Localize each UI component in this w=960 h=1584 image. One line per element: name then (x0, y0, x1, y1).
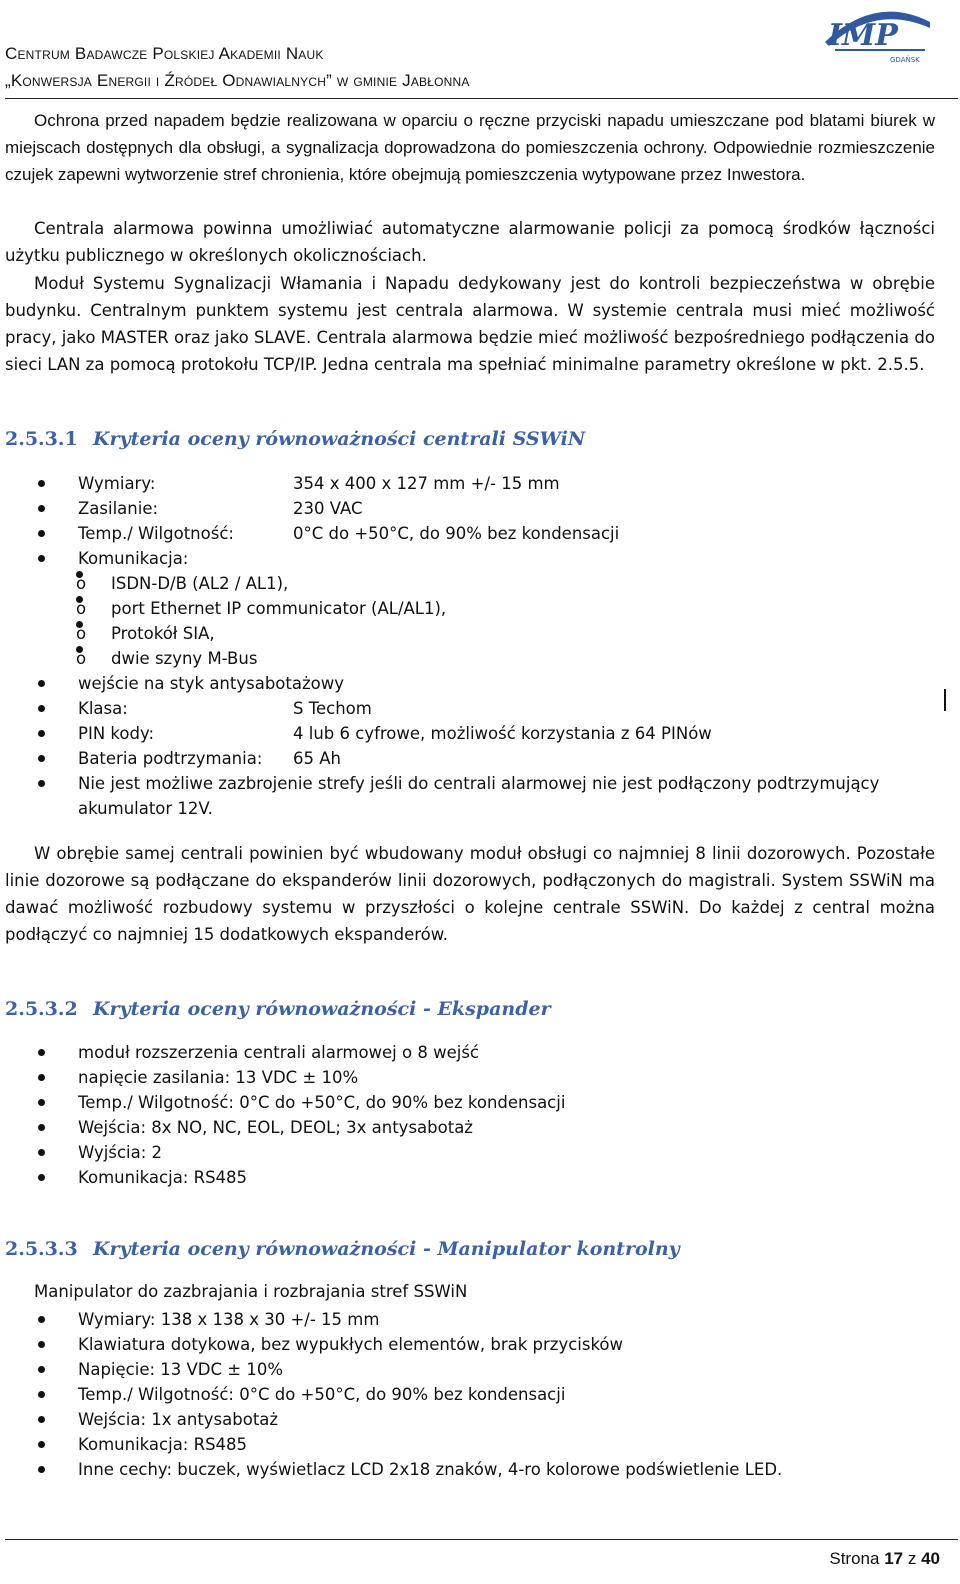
footer-divider (5, 1539, 958, 1540)
section-number: 2.5.3.1 (5, 428, 78, 450)
list-item: Wejścia: 1x antysabotaż (38, 1407, 938, 1432)
section-title: Kryteria oceny równoważności - Ekspander (93, 998, 551, 1020)
ekspander-spec-list (38, 1040, 938, 1190)
sub-list-item: o port Ethernet IP communicator (AL/AL1), (38, 596, 938, 621)
list-item: moduł rozszerzenia centrali alarmowej o 8 wejść (38, 1040, 938, 1065)
list-item: Klasa: S Techom (38, 696, 938, 721)
header-institution: Centrum Badawcze Polskiej Akademii Nauk (5, 44, 324, 63)
manipulator-spec-list (38, 1307, 938, 1482)
section-heading-centrala (5, 428, 585, 450)
list-item: Klawiatura dotykowa, bez wypukłych elementów, brak przycisków (38, 1332, 938, 1357)
section-number: 2.5.3.3 (5, 1238, 78, 1260)
text-cursor (944, 689, 946, 711)
sub-list-item: o Protokół SIA, (38, 621, 938, 646)
section-number: 2.5.3.2 (5, 998, 78, 1020)
list-item: Bateria podtrzymania: 65 Ah (38, 746, 938, 771)
list-item: Inne cechy: buczek, wyświetlacz LCD 2x18 znaków, 4-ro kolorowe podświetlenie LED. (38, 1457, 938, 1482)
paragraph-alarm-police: Centrala alarmowa powinna umożliwiać automatyczne alarmowanie policji za pomocą środków łączności użytku publicznego w określonych okolicznościach. (5, 219, 935, 265)
section-title: Kryteria oceny równoważności - Manipulator kontrolny (93, 1238, 680, 1260)
section-heading-ekspander (5, 998, 551, 1020)
header-divider (5, 98, 958, 99)
list-item: Nie jest możliwe zazbrojenie strefy jeśli do centrali alarmowej nie jest podłączony podtrzymujący akumulator 12V. (38, 771, 938, 821)
sub-list-item: o dwie szyny M-Bus (38, 646, 938, 671)
list-item: Temp./ Wilgotność: 0°C do +50°C, do 90% bez kondensacji (38, 521, 938, 546)
paragraph-detection-lines: W obrębie samej centrali powinien być wbudowany moduł obsługi co najmniej 8 linii dozorowych. Pozostałe linie dozorowe są podłączane do ekspanderów linii dozorowych, podłączonych do magistrali. System SSWiN ma dawać możliwość rozbudowy systemu w przyszłości o kolejne centrale SSWiN. Do każdej z central można podłączyć co najmniej 15 dodatkowych ekspanderów. (5, 844, 935, 944)
list-item: Napięcie: 13 VDC ± 10% (38, 1357, 938, 1382)
list-item: Temp./ Wilgotność: 0°C do +50°C, do 90% bez kondensacji (38, 1090, 938, 1115)
paragraph-intrusion-protection: Ochrona przed napadem będzie realizowana w oparciu o ręczne przyciski napadu umieszczane pod blatami biurek w miejscach dostępnych dla obsługi, a sygnalizacja doprowadzona do pomieszczenia ochrony. Odpowiednie rozmieszczenie czujek zapewni wytworzenie stref chronienia, które obejmują pomieszczenia wytypowane przez Inwestora. (5, 111, 935, 184)
list-item: PIN kody: 4 lub 6 cyfrowe, możliwość korzystania z 64 PINów (38, 721, 938, 746)
list-item: Wymiary: 354 x 400 x 127 mm +/- 15 mm (38, 471, 938, 496)
list-item: Temp./ Wilgotność: 0°C do +50°C, do 90% bez kondensacji (38, 1382, 938, 1407)
list-item: Wyjścia: 2 (38, 1140, 938, 1165)
header-project: „Konwersja Energii i Źródeł Odnawialnych” w gminie Jabłonna (5, 71, 470, 90)
komunikacja-sublist (38, 571, 938, 671)
centrala-spec-list (38, 471, 938, 821)
list-item: Wymiary: 138 x 138 x 30 +/- 15 mm (38, 1307, 938, 1332)
paragraph-sswin-module: Moduł Systemu Sygnalizacji Włamania i Napadu dedykowany jest do kontroli bezpieczeństwa w obrębie budynku. Centralnym punktem systemu jest centrala alarmowa. W systemie centrala musi mieć możliwość pracy, jako MASTER oraz jako SLAVE. Centrala alarmowa będzie mieć możliwość bezpośredniego podłączenia do sieci LAN za pomocą protokołu TCP/IP. Jedna centrala ma spełniać minimalne parametry określone w pkt. 2.5.5. (5, 274, 935, 374)
section-heading-manipulator (5, 1238, 680, 1260)
sub-list-item: o ISDN-D/B (AL2 / AL1), (38, 571, 938, 596)
svg-text:IMP: IMP (828, 18, 898, 53)
manipulator-intro: Manipulator do zazbrajania i rozbrajania stref SSWiN (34, 1282, 468, 1301)
list-item: Komunikacja: o ISDN-D/B (AL2 / AL1), o port Ethernet IP communicator (AL/AL1), o Protokół SIA, o dwie szyny M-Bus (38, 546, 938, 671)
list-item: Komunikacja: RS485 (38, 1432, 938, 1457)
section-title: Kryteria oceny równoważności centrali SSWiN (93, 428, 586, 450)
list-item: Zasilanie: 230 VAC (38, 496, 938, 521)
list-item: Wejścia: 8x NO, NC, EOL, DEOL; 3x antysabotaż (38, 1115, 938, 1140)
svg-text:GDAŃSK: GDAŃSK (890, 56, 920, 64)
list-item: Komunikacja: RS485 (38, 1165, 938, 1190)
page-number: Strona 17 z 40 (829, 1549, 940, 1568)
list-item: wejście na styk antysabotażowy (38, 671, 938, 696)
imp-pan-logo (820, 2, 935, 72)
list-item: napięcie zasilania: 13 VDC ± 10% (38, 1065, 938, 1090)
